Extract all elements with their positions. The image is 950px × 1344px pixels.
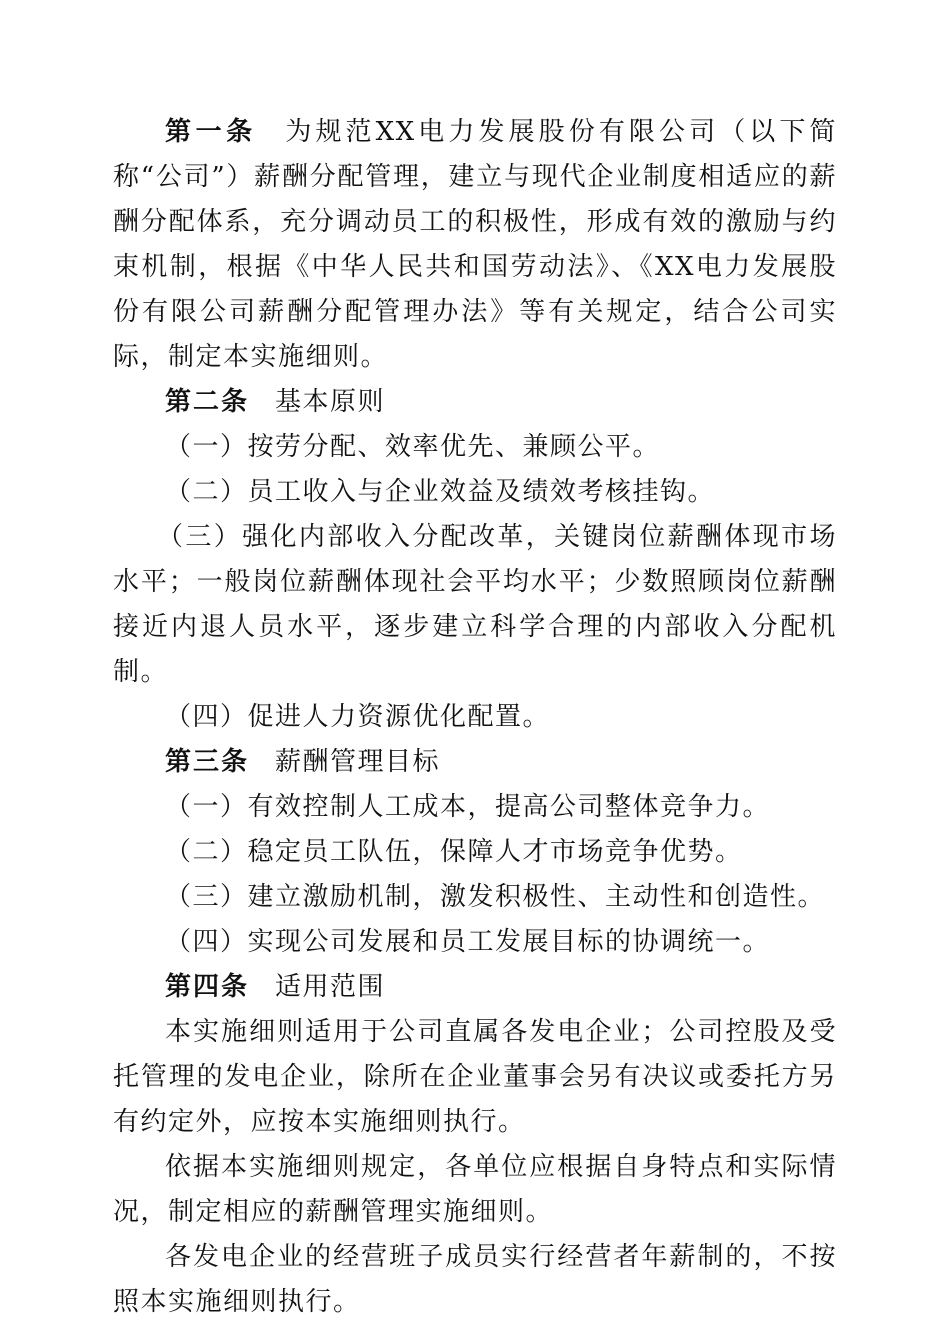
document-body [113,110,837,1325]
article-2-item-3: （三）强化内部收入分配改革，关键岗位薪酬体现市场水平；一般岗位薪酬体现社会平均水平；少数照顾岗位薪酬接近内退人员水平，逐步建立科学合理的内部收入分配机制。 [113,522,837,687]
article-3-item-3: （三）建立激励机制，激发积极性、主动性和创造性。 [165,882,826,912]
article-2-item-1: （一）按劳分配、效率优先、兼顾公平。 [165,432,661,462]
article-3-title: 薪酬管理目标 [275,747,441,777]
article-3-title-line [113,740,837,785]
article-2-item-2: （二）员工收入与企业效益及绩效考核挂钩。 [165,477,716,507]
article-1-heading: 第一条 [165,117,257,147]
article-2-heading: 第二条 [165,387,250,417]
article-4-paragraph-3: 各发电企业的经营班子成员实行经营者年薪制的，不按照本实施细则执行。 [113,1242,837,1317]
article-1 [113,110,837,380]
article-4-title-line [113,965,837,1010]
article-4-paragraph-2: 依据本实施细则规定，各单位应根据自身特点和实际情况，制定相应的薪酬管理实施细则。 [113,1152,837,1227]
article-4-paragraph-1: 本实施细则适用于公司直属各发电企业；公司控股及受托管理的发电企业，除所在企业董事会另有决议或委托方另有约定外，应按本实施细则执行。 [113,1017,837,1137]
article-2-title-line [113,380,837,425]
article-3-heading: 第三条 [165,747,250,777]
article-3-item-1: （一）有效控制人工成本，提高公司整体竞争力。 [165,792,771,822]
article-2-title: 基本原则 [275,387,386,417]
article-3-item-2: （二）稳定员工队伍，保障人才市场竞争优势。 [165,837,743,867]
article-4-title: 适用范围 [275,972,386,1002]
article-4-heading: 第四条 [165,972,250,1002]
article-2-item-4: （四）促进人力资源优化配置。 [165,702,551,732]
article-3-item-4: （四）实现公司发展和员工发展目标的协调统一。 [165,927,771,957]
article-1-body: 为规范XX电力发展股份有限公司（以下简称“公司”）薪酬分配管理，建立与现代企业制度相适应的薪酬分配体系，充分调动员工的积极性，形成有效的激励与约束机制，根据《中华人民共和国劳动法》、《XX电力发展股份有限公司薪酬分配管理办法》等有关规定，结合公司实际，制定本实施细则。 [113,117,837,372]
